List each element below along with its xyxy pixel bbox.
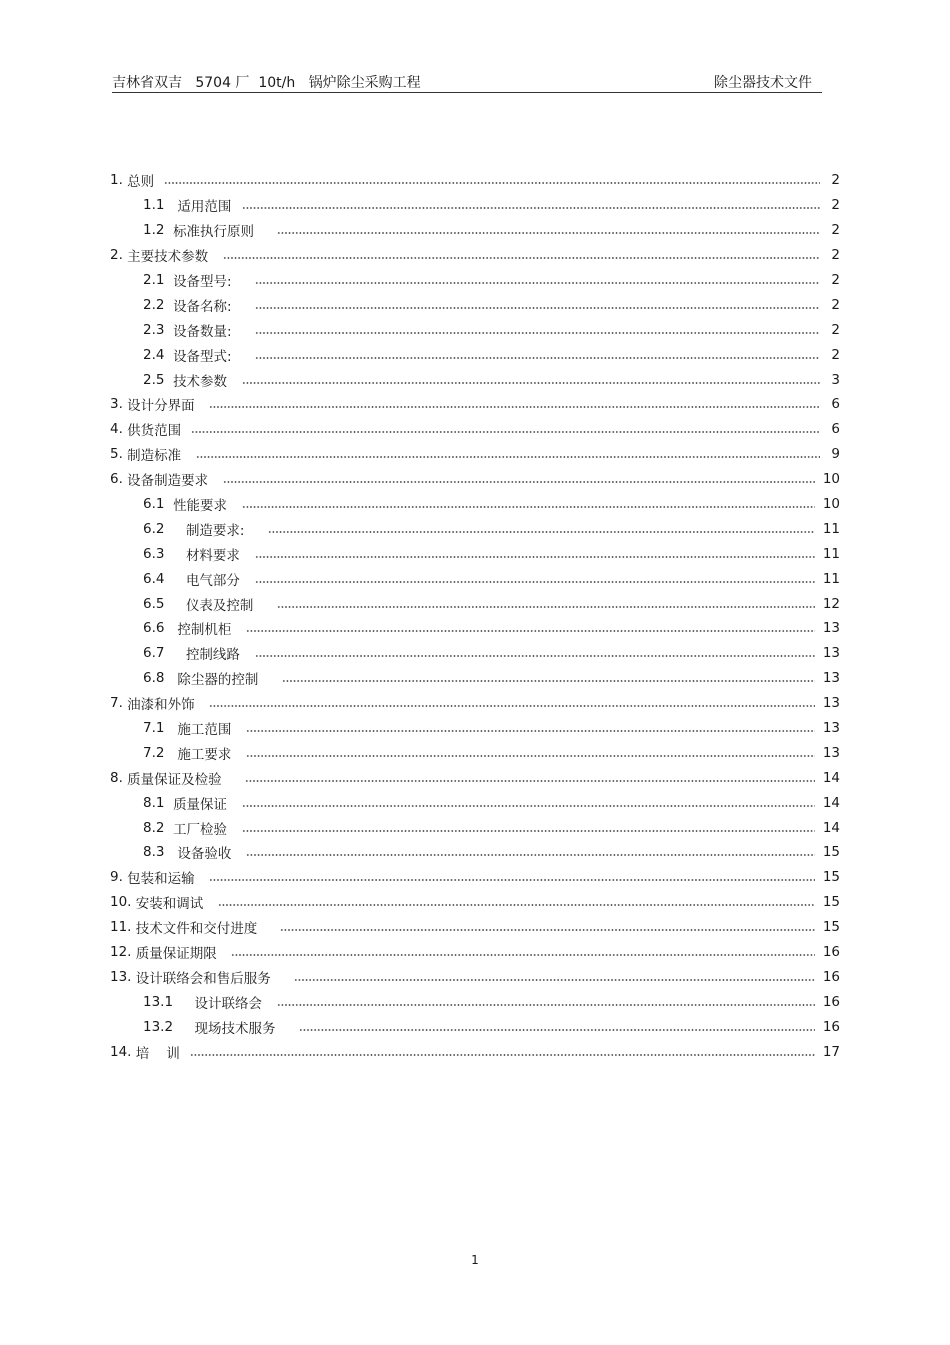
toc-entry-number: 9. (110, 869, 128, 886)
toc-entry-number: 7.1 (143, 720, 178, 737)
toc-dot-leader (245, 780, 815, 782)
toc-entry-title: 设备名称: (173, 298, 249, 315)
toc-entry-number: 6.2 (143, 520, 186, 537)
toc-dot-leader (277, 606, 815, 608)
toc-entry-number: 1. (110, 172, 128, 189)
toc-entry-number: 6. (110, 471, 128, 488)
toc-entry[interactable] (110, 492, 840, 517)
toc-entry-page: 2 (831, 172, 840, 189)
toc-entry-title: 施工范围 (177, 722, 240, 739)
toc-dot-leader (209, 406, 820, 408)
table-of-contents (110, 168, 840, 1064)
toc-entry-page: 16 (822, 968, 840, 985)
toc-entry-number: 6.4 (143, 570, 186, 587)
toc-entry[interactable] (110, 417, 840, 442)
toc-entry-page: 15 (822, 919, 840, 936)
toc-entry-number: 3. (110, 396, 128, 413)
toc-dot-leader (231, 954, 814, 956)
toc-entry[interactable] (110, 940, 840, 965)
toc-entry[interactable] (110, 1014, 840, 1039)
toc-entry[interactable] (110, 765, 840, 790)
toc-entry-page: 2 (831, 272, 840, 288)
toc-entry[interactable] (110, 591, 840, 616)
toc-entry-page: 15 (822, 844, 840, 861)
toc-entry[interactable] (110, 442, 840, 467)
toc-dot-leader (209, 705, 815, 707)
toc-dot-leader (294, 979, 815, 981)
toc-entry-number: 6.7 (143, 645, 186, 662)
toc-entry-title: 总则 (127, 174, 159, 191)
toc-entry[interactable] (110, 740, 840, 765)
page-number: 1 (471, 1253, 479, 1267)
toc-entry-page: 16 (822, 1018, 840, 1035)
toc-entry-page: 12 (822, 595, 840, 612)
toc-entry-title: 现场技术服务 (194, 1020, 293, 1037)
toc-entry-page: 6 (831, 421, 840, 438)
toc-dot-leader (242, 506, 815, 508)
toc-entry-page: 15 (822, 869, 840, 886)
toc-dot-leader (246, 630, 815, 632)
toc-entry-number: 13.1 (143, 993, 195, 1010)
toc-entry-page: 16 (822, 993, 840, 1010)
toc-entry-number: 2.1 (143, 272, 174, 288)
toc-entry-page: 13 (822, 645, 840, 662)
toc-entry-page: 2 (831, 247, 840, 264)
toc-entry[interactable] (110, 815, 840, 840)
toc-entry-title: 施工要求 (177, 746, 240, 763)
toc-entry-title: 设备数量: (173, 323, 249, 340)
toc-entry-title: 除尘器的控制 (177, 672, 276, 689)
toc-entry-number: 13. (110, 968, 136, 985)
toc-dot-leader (282, 680, 815, 682)
toc-dot-leader (196, 456, 820, 458)
toc-entry-number: 2. (110, 247, 128, 264)
toc-dot-leader (246, 755, 815, 757)
toc-entry-title: 设计联络会和售后服务 (135, 970, 288, 987)
toc-dot-leader (191, 431, 820, 433)
toc-entry-title: 包装和运输 (127, 871, 204, 888)
toc-entry[interactable] (110, 566, 840, 591)
toc-entry-number: 14. (110, 1043, 136, 1060)
toc-entry-title: 质量保证 (173, 796, 236, 813)
toc-entry[interactable] (110, 541, 840, 566)
toc-entry[interactable] (110, 989, 840, 1014)
toc-dot-leader (218, 904, 815, 906)
toc-entry-page: 11 (822, 570, 840, 587)
toc-entry-number: 8.3 (143, 844, 178, 861)
toc-entry-title: 制造要求: (185, 522, 262, 539)
toc-entry-page: 13 (822, 695, 840, 712)
toc-entry-page: 2 (831, 346, 840, 363)
toc-entry-number: 11. (110, 919, 136, 936)
toc-entry[interactable] (110, 268, 840, 293)
toc-entry-title: 质量保证及检验 (127, 771, 239, 788)
toc-entry-page: 11 (822, 545, 840, 562)
toc-entry-page: 9 (831, 446, 840, 463)
toc-entry[interactable] (110, 691, 840, 716)
toc-dot-leader (242, 382, 820, 384)
toc-dot-leader (242, 805, 815, 807)
toc-entry-page: 16 (822, 944, 840, 961)
toc-entry-page: 11 (822, 520, 840, 537)
toc-dot-leader (277, 232, 820, 234)
toc-entry-page: 15 (822, 894, 840, 911)
toc-entry[interactable] (110, 193, 840, 218)
toc-entry[interactable] (110, 1039, 840, 1064)
toc-entry[interactable] (110, 168, 840, 193)
toc-entry-page: 2 (831, 197, 840, 214)
toc-entry-title: 技术文件和交付进度 (135, 921, 275, 938)
toc-entry-title: 主要技术参数 (127, 249, 217, 266)
toc-entry-number: 2.5 (143, 371, 174, 388)
toc-entry-number: 6.8 (143, 670, 178, 687)
toc-dot-leader (246, 730, 815, 732)
toc-entry[interactable] (110, 666, 840, 691)
toc-entry-number: 8.1 (143, 794, 174, 811)
toc-dot-leader (246, 854, 815, 856)
page-header (112, 70, 822, 93)
toc-dot-leader (255, 357, 820, 359)
toc-entry-title: 设备型式: (173, 348, 249, 365)
toc-entry[interactable] (110, 915, 840, 940)
toc-dot-leader (255, 307, 820, 309)
toc-entry[interactable] (110, 790, 840, 815)
toc-entry-number: 6.6 (143, 620, 178, 637)
toc-entry-title: 标准执行原则 (173, 224, 272, 241)
toc-dot-leader (164, 182, 820, 184)
toc-dot-leader (280, 929, 814, 931)
toc-dot-leader (255, 655, 815, 657)
toc-entry-title: 控制线路 (185, 647, 249, 664)
toc-entry-title: 油漆和外饰 (127, 697, 204, 714)
toc-dot-leader (209, 879, 815, 881)
toc-entry-title: 工厂检验 (173, 821, 236, 838)
toc-dot-leader (299, 1029, 815, 1031)
toc-dot-leader (255, 282, 820, 284)
toc-entry-number: 7. (110, 695, 128, 712)
toc-dot-leader (223, 481, 815, 483)
toc-dot-leader (255, 556, 815, 558)
toc-entry[interactable] (110, 218, 840, 243)
toc-entry-page: 14 (822, 769, 840, 786)
toc-entry[interactable] (110, 840, 840, 865)
toc-dot-leader (255, 332, 820, 334)
toc-entry-title: 设计联络会 (194, 995, 271, 1012)
toc-entry-number: 8. (110, 769, 128, 786)
toc-entry-number: 2.3 (143, 321, 174, 338)
toc-entry[interactable] (110, 516, 840, 541)
toc-entry-number: 6.5 (143, 595, 186, 612)
toc-entry[interactable] (110, 965, 840, 990)
toc-entry[interactable] (110, 342, 840, 367)
toc-entry-page: 13 (822, 720, 840, 737)
toc-entry[interactable] (110, 865, 840, 890)
toc-entry-title: 仪表及控制 (185, 597, 271, 614)
toc-entry-number: 10. (110, 894, 136, 911)
toc-entry-page: 13 (822, 670, 840, 687)
toc-entry[interactable] (110, 243, 840, 268)
toc-entry-number: 12. (110, 944, 136, 961)
toc-entry-page: 17 (822, 1043, 840, 1060)
toc-entry[interactable] (110, 317, 840, 342)
toc-dot-leader (223, 257, 820, 259)
toc-entry-page: 10 (822, 471, 840, 488)
toc-entry-number: 6.3 (143, 545, 186, 562)
toc-entry-page: 3 (831, 371, 840, 388)
toc-entry-title: 设备验收 (177, 846, 240, 863)
toc-entry-number: 6.1 (143, 496, 174, 513)
toc-entry-page: 2 (831, 296, 840, 313)
toc-entry-title: 适用范围 (177, 199, 236, 216)
toc-entry-title: 设备型号: (173, 274, 249, 290)
toc-entry-title: 制造标准 (127, 448, 190, 465)
toc-dot-leader (255, 581, 815, 583)
toc-entry[interactable] (110, 641, 840, 666)
toc-entry-title: 培 训 (135, 1045, 185, 1062)
toc-entry-title: 质量保证期限 (135, 946, 226, 963)
header-project-title: 吉林省双吉 5704 厂 10t/h 锅炉除尘采购工程 (112, 75, 421, 91)
toc-entry-number: 2.2 (143, 296, 174, 313)
toc-entry-number: 5. (110, 446, 128, 463)
toc-entry[interactable] (110, 467, 840, 492)
toc-entry-page: 6 (831, 396, 840, 413)
toc-entry-number: 13.2 (143, 1018, 195, 1035)
toc-entry-title: 电气部分 (185, 572, 249, 589)
toc-entry-page: 13 (822, 744, 840, 761)
header-document-title: 除尘器技术文件 (714, 75, 812, 91)
toc-dot-leader (277, 1004, 815, 1006)
toc-entry-title: 性能要求 (173, 498, 236, 515)
toc-entry-page: 2 (831, 222, 840, 239)
toc-entry[interactable] (110, 616, 840, 641)
toc-entry-title: 设计分界面 (127, 398, 204, 415)
toc-entry-page: 13 (822, 620, 840, 637)
toc-entry-title: 供货范围 (127, 423, 186, 440)
toc-entry-number: 7.2 (143, 744, 178, 761)
toc-entry-number: 8.2 (143, 819, 174, 836)
toc-entry-number: 4. (110, 421, 128, 438)
toc-entry-page: 14 (822, 819, 840, 836)
toc-entry-title: 安装和调试 (135, 896, 212, 913)
toc-dot-leader (268, 531, 815, 533)
toc-entry[interactable] (110, 716, 840, 741)
toc-entry[interactable] (110, 890, 840, 915)
toc-entry-number: 2.4 (143, 346, 174, 363)
toc-entry-number: 1.1 (143, 197, 178, 214)
toc-entry-page: 2 (831, 321, 840, 338)
toc-entry[interactable] (110, 367, 840, 392)
toc-entry[interactable] (110, 392, 840, 417)
toc-entry-title: 控制机柜 (177, 622, 240, 639)
toc-entry[interactable] (110, 292, 840, 317)
toc-entry-page: 14 (822, 794, 840, 811)
toc-entry-title: 设备制造要求 (127, 473, 217, 490)
toc-entry-title: 材料要求 (185, 547, 249, 564)
toc-entry-title: 技术参数 (173, 373, 236, 390)
toc-dot-leader (190, 1054, 815, 1056)
toc-entry-number: 1.2 (143, 222, 174, 239)
toc-dot-leader (242, 830, 815, 832)
toc-entry-page: 10 (822, 496, 840, 513)
toc-dot-leader (242, 207, 820, 209)
